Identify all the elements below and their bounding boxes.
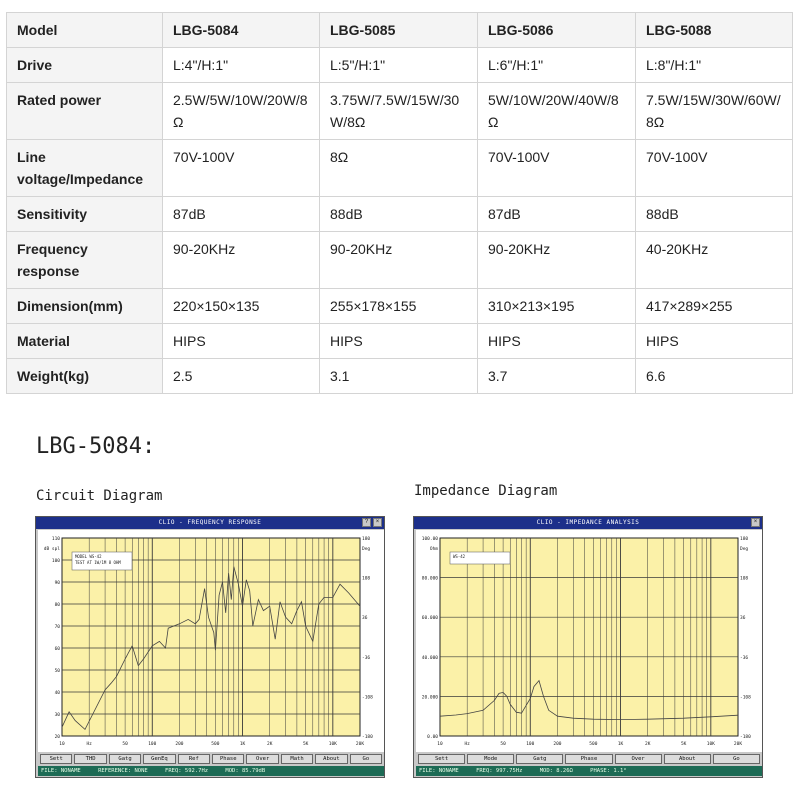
x-tick-label: 100 bbox=[526, 742, 535, 747]
table-cell: 90-20KHz bbox=[163, 232, 320, 289]
y-tick-label: 40 bbox=[54, 691, 60, 696]
y-tick-label: 100.00 bbox=[421, 537, 438, 542]
sett-button[interactable]: Sett bbox=[418, 754, 465, 764]
phase-button[interactable]: Phase bbox=[565, 754, 612, 764]
over-button[interactable]: Over bbox=[615, 754, 662, 764]
right-tick-label: 180 bbox=[740, 537, 749, 542]
x-tick-label: 5K bbox=[302, 742, 309, 747]
table-cell: 3.75W/7.5W/15W/30W/8Ω bbox=[320, 83, 478, 140]
table-row bbox=[7, 289, 793, 324]
impedance-chart bbox=[416, 530, 762, 752]
y-tick-label: 80.000 bbox=[421, 576, 438, 582]
right-tick-label: 36 bbox=[740, 616, 746, 622]
y-tick-label: 70 bbox=[54, 625, 60, 630]
row-label: Weight(kg) bbox=[7, 359, 163, 394]
x-tick-label: Hz bbox=[86, 742, 92, 747]
table-cell: L:8"/H:1" bbox=[636, 48, 793, 83]
sett-button[interactable]: Sett bbox=[40, 754, 72, 764]
x-tick-label: 50 bbox=[122, 742, 128, 747]
x-tick-label: 10 bbox=[59, 742, 65, 747]
table-row bbox=[7, 83, 793, 140]
table-cell: 70V-100V bbox=[163, 140, 320, 197]
table-row bbox=[7, 140, 793, 197]
status-file: FILE: NONAME bbox=[419, 768, 459, 774]
right-tick-label: 108 bbox=[362, 576, 371, 582]
over-button[interactable]: Over bbox=[246, 754, 278, 764]
y-tick-label: 100 bbox=[51, 559, 60, 564]
x-tick-label: 10K bbox=[328, 742, 337, 747]
right-unit-label: Deg bbox=[362, 547, 371, 552]
right-tick-label: 108 bbox=[740, 576, 749, 582]
x-tick-label: 2K bbox=[267, 742, 273, 747]
right-tick-label: 36 bbox=[362, 616, 368, 622]
about-button[interactable]: About bbox=[315, 754, 347, 764]
model-heading: LBG-5084: bbox=[36, 434, 156, 459]
right-tick-label: -36 bbox=[740, 655, 749, 661]
table-row bbox=[7, 324, 793, 359]
x-tick-label: 10K bbox=[706, 742, 715, 747]
table-row bbox=[7, 359, 793, 394]
about-button[interactable]: About bbox=[664, 754, 711, 764]
right-tick-label: -180 bbox=[362, 735, 373, 740]
table-cell: 87dB bbox=[163, 197, 320, 232]
right-unit-label: Deg bbox=[740, 547, 749, 552]
table-cell: HIPS bbox=[636, 324, 793, 359]
table-header: Model bbox=[7, 13, 163, 48]
x-tick-label: 500 bbox=[211, 742, 220, 747]
status-reference: REFERENCE: NONE bbox=[98, 768, 148, 774]
legend-text: MODEL WS-42 bbox=[75, 554, 102, 559]
status-mod: MOD: 8.26Ω bbox=[539, 768, 573, 774]
table-header: LBG-5085 bbox=[320, 13, 478, 48]
table-cell: 3.7 bbox=[478, 359, 636, 394]
table-cell: 90-20KHz bbox=[320, 232, 478, 289]
clio-toolbar bbox=[38, 753, 384, 765]
x-tick-label: 20K bbox=[355, 742, 365, 747]
circuit-diagram-caption: Circuit Diagram bbox=[36, 488, 163, 504]
table-cell: 220×150×135 bbox=[163, 289, 320, 324]
frequency-response-window bbox=[35, 516, 385, 778]
table-cell: HIPS bbox=[163, 324, 320, 359]
window-title: CLIO - FREQUENCY RESPONSE bbox=[36, 517, 384, 529]
y-tick-label: 30 bbox=[54, 713, 60, 718]
x-tick-label: 100 bbox=[148, 742, 157, 747]
frequency-plot-area bbox=[38, 530, 384, 752]
x-tick-label: 1K bbox=[617, 742, 624, 747]
status-bar bbox=[416, 766, 762, 776]
table-cell: 255×178×155 bbox=[320, 289, 478, 324]
clio-toolbar bbox=[416, 753, 762, 765]
row-label: Sensitivity bbox=[7, 197, 163, 232]
row-label: Drive bbox=[7, 48, 163, 83]
x-tick-label: Hz bbox=[464, 742, 470, 747]
legend-text: TEST AT 1W/1M 8 OHM bbox=[75, 560, 121, 565]
gatg-button[interactable]: Gatg bbox=[109, 754, 141, 764]
y-tick-label: 20.000 bbox=[421, 695, 438, 701]
x-tick-label: 10 bbox=[437, 742, 443, 747]
right-tick-label: -108 bbox=[362, 695, 373, 701]
close-icon[interactable]: × bbox=[373, 518, 382, 527]
impedance-diagram-caption: Impedance Diagram bbox=[414, 483, 558, 499]
right-tick-label: -108 bbox=[740, 695, 751, 701]
y-tick-label: 110 bbox=[51, 537, 60, 542]
table-cell: 310×213×195 bbox=[478, 289, 636, 324]
table-cell: L:4"/H:1" bbox=[163, 48, 320, 83]
y-tick-label: 0.00 bbox=[427, 735, 438, 740]
table-cell: 70V-100V bbox=[478, 140, 636, 197]
status-file: FILE: NONAME bbox=[41, 768, 81, 774]
y-tick-label: 60.000 bbox=[421, 616, 438, 622]
y-tick-label: 90 bbox=[54, 581, 60, 586]
table-cell: HIPS bbox=[320, 324, 478, 359]
table-row bbox=[7, 197, 793, 232]
y-tick-label: 80 bbox=[54, 603, 60, 608]
window-title: CLIO - IMPEDANCE ANALYSIS bbox=[414, 517, 762, 529]
help-icon[interactable]: ? bbox=[362, 518, 371, 527]
math-button[interactable]: Math bbox=[281, 754, 313, 764]
go-button[interactable]: Go bbox=[713, 754, 760, 764]
y-unit-label: Ohm bbox=[429, 547, 438, 552]
table-cell: 8Ω bbox=[320, 140, 478, 197]
table-cell: 2.5W/5W/10W/20W/8Ω bbox=[163, 83, 320, 140]
table-cell: 90-20KHz bbox=[478, 232, 636, 289]
x-tick-label: 50 bbox=[500, 742, 506, 747]
spec-table bbox=[6, 12, 793, 394]
table-header: LBG-5084 bbox=[163, 13, 320, 48]
geneq-button[interactable]: GenEq bbox=[143, 754, 175, 764]
plot-background bbox=[440, 538, 738, 736]
table-cell: 87dB bbox=[478, 197, 636, 232]
thd-button[interactable]: THD bbox=[74, 754, 106, 764]
y-tick-label: 50 bbox=[54, 669, 60, 674]
x-tick-label: 200 bbox=[175, 742, 184, 747]
table-header: LBG-5086 bbox=[478, 13, 636, 48]
y-unit-label: dB spl bbox=[43, 547, 60, 552]
status-mod: MOD: 85.79dB bbox=[225, 768, 266, 774]
phase-button[interactable]: Phase bbox=[212, 754, 244, 764]
x-tick-label: 200 bbox=[553, 742, 562, 747]
table-cell: 6.6 bbox=[636, 359, 793, 394]
table-cell: 88dB bbox=[636, 197, 793, 232]
x-tick-label: 5K bbox=[680, 742, 687, 747]
legend-text: WS-42 bbox=[453, 554, 466, 559]
table-cell: 3.1 bbox=[320, 359, 478, 394]
row-label: Material bbox=[7, 324, 163, 359]
y-tick-label: 60 bbox=[54, 647, 60, 652]
x-tick-label: 20K bbox=[733, 742, 743, 747]
y-tick-label: 40.000 bbox=[421, 655, 438, 661]
row-label: Rated power bbox=[7, 83, 163, 140]
table-cell: L:6"/H:1" bbox=[478, 48, 636, 83]
right-tick-label: -36 bbox=[362, 655, 371, 661]
table-row bbox=[7, 232, 793, 289]
impedance-plot-area bbox=[416, 530, 762, 752]
table-cell: 88dB bbox=[320, 197, 478, 232]
status-freq: FREQ: 997.75Hz bbox=[476, 768, 523, 774]
x-tick-label: 500 bbox=[589, 742, 598, 747]
row-label: Dimension(mm) bbox=[7, 289, 163, 324]
gatg-button[interactable]: Gatg bbox=[516, 754, 563, 764]
x-tick-label: 1K bbox=[239, 742, 246, 747]
y-tick-label: 20 bbox=[54, 735, 60, 740]
mode-button[interactable]: Mode bbox=[467, 754, 514, 764]
table-cell: 417×289×255 bbox=[636, 289, 793, 324]
status-phase: PHASE: 1.1° bbox=[590, 768, 627, 774]
ref-button[interactable]: Ref bbox=[178, 754, 210, 764]
go-button[interactable]: Go bbox=[350, 754, 382, 764]
table-header-row bbox=[7, 13, 793, 48]
frequency-response-chart bbox=[38, 530, 384, 752]
table-cell: 2.5 bbox=[163, 359, 320, 394]
close-icon[interactable]: × bbox=[751, 518, 760, 527]
table-cell: 5W/10W/20W/40W/8Ω bbox=[478, 83, 636, 140]
table-cell: L:5"/H:1" bbox=[320, 48, 478, 83]
table-cell: 7.5W/15W/30W/60W/8Ω bbox=[636, 83, 793, 140]
right-tick-label: -180 bbox=[740, 735, 751, 740]
row-label: Frequency response bbox=[7, 232, 163, 289]
row-label: Line voltage/Impedance bbox=[7, 140, 163, 197]
table-header: LBG-5088 bbox=[636, 13, 793, 48]
x-tick-label: 2K bbox=[645, 742, 651, 747]
table-row bbox=[7, 48, 793, 83]
impedance-analysis-window bbox=[413, 516, 763, 778]
status-freq: FREQ: 592.7Hz bbox=[165, 768, 209, 774]
table-cell: 40-20KHz bbox=[636, 232, 793, 289]
status-bar bbox=[38, 766, 384, 776]
table-cell: 70V-100V bbox=[636, 140, 793, 197]
right-tick-label: 180 bbox=[362, 537, 371, 542]
table-cell: HIPS bbox=[478, 324, 636, 359]
